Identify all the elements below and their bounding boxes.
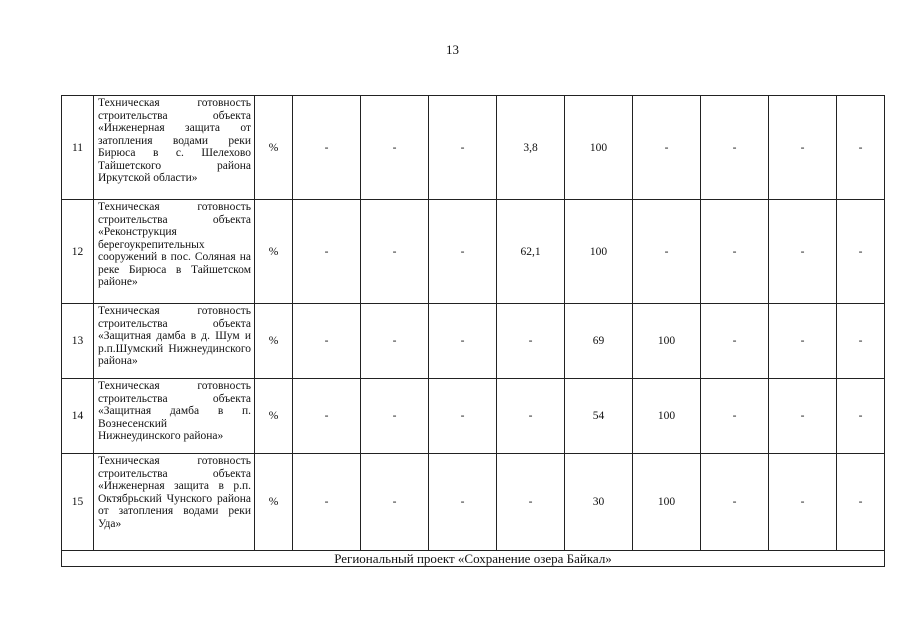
indicators-table: [61, 95, 885, 567]
value-cell: 100: [633, 379, 701, 454]
table-row: [62, 379, 885, 454]
unit-cell: %: [255, 96, 293, 200]
value-cell: -: [361, 304, 429, 379]
indicator-description: Техническая готовность строительства объекта «Защитная дамба в д. Шум и р.п.Шумский Нижнеудинского района»: [94, 304, 255, 379]
page-number: 13: [446, 42, 459, 57]
value-cell: -: [769, 96, 837, 200]
value-cell: -: [701, 96, 769, 200]
value-cell: -: [429, 379, 497, 454]
value-cell: -: [769, 304, 837, 379]
indicator-description: Техническая готовность строительства объекта «Реконструкция берегоукрепительных сооружений в пос. Соляная на реке Бирюса в Тайшетском районе»: [94, 200, 255, 304]
unit-cell: %: [255, 304, 293, 379]
table-row: [62, 200, 885, 304]
value-cell: 100: [633, 454, 701, 551]
value-cell: -: [837, 200, 885, 304]
value-cell: -: [429, 200, 497, 304]
value-cell: -: [837, 304, 885, 379]
value-cell: -: [293, 96, 361, 200]
table-row: [62, 304, 885, 379]
value-cell: -: [497, 454, 565, 551]
unit-cell: %: [255, 454, 293, 551]
value-cell: -: [293, 304, 361, 379]
value-cell: -: [633, 200, 701, 304]
value-cell: -: [837, 96, 885, 200]
value-cell: 62,1: [497, 200, 565, 304]
value-cell: -: [837, 454, 885, 551]
value-cell: -: [293, 379, 361, 454]
unit-cell: %: [255, 379, 293, 454]
value-cell: 100: [565, 200, 633, 304]
value-cell: 100: [565, 96, 633, 200]
indicator-description: Техническая готовность строительства объекта «Защитная дамба в п. Вознесенский Нижнеудинского района»: [94, 379, 255, 454]
value-cell: -: [769, 454, 837, 551]
value-cell: -: [769, 379, 837, 454]
value-cell: -: [361, 96, 429, 200]
row-number: 13: [62, 304, 94, 379]
table-row: [62, 454, 885, 551]
value-cell: -: [701, 304, 769, 379]
unit-cell: %: [255, 200, 293, 304]
value-cell: 3,8: [497, 96, 565, 200]
value-cell: -: [701, 379, 769, 454]
row-number: 12: [62, 200, 94, 304]
value-cell: 100: [633, 304, 701, 379]
value-cell: -: [361, 454, 429, 551]
table-body: [62, 96, 885, 567]
value-cell: -: [497, 379, 565, 454]
value-cell: -: [769, 200, 837, 304]
value-cell: 69: [565, 304, 633, 379]
section-row: [62, 551, 885, 567]
value-cell: -: [361, 200, 429, 304]
value-cell: -: [633, 96, 701, 200]
value-cell: -: [837, 379, 885, 454]
value-cell: -: [701, 200, 769, 304]
row-number: 11: [62, 96, 94, 200]
value-cell: 54: [565, 379, 633, 454]
value-cell: -: [293, 454, 361, 551]
value-cell: -: [701, 454, 769, 551]
indicator-description: Техническая готовность строительства объекта «Инженерная защита от затопления водами реки Бирюса в с. Шелехово Тайшетского района Иркутской области»: [94, 96, 255, 200]
value-cell: -: [497, 304, 565, 379]
value-cell: -: [429, 304, 497, 379]
value-cell: -: [429, 96, 497, 200]
indicator-description: Техническая готовность строительства объекта «Инженерная защита в р.п. Октябрьский Чунского района от затопления водами реки Уда»: [94, 454, 255, 551]
row-number: 15: [62, 454, 94, 551]
value-cell: -: [293, 200, 361, 304]
row-number: 14: [62, 379, 94, 454]
value-cell: -: [361, 379, 429, 454]
value-cell: -: [429, 454, 497, 551]
table-row: [62, 96, 885, 200]
section-title: Региональный проект «Сохранение озера Байкал»: [62, 551, 885, 567]
value-cell: 30: [565, 454, 633, 551]
